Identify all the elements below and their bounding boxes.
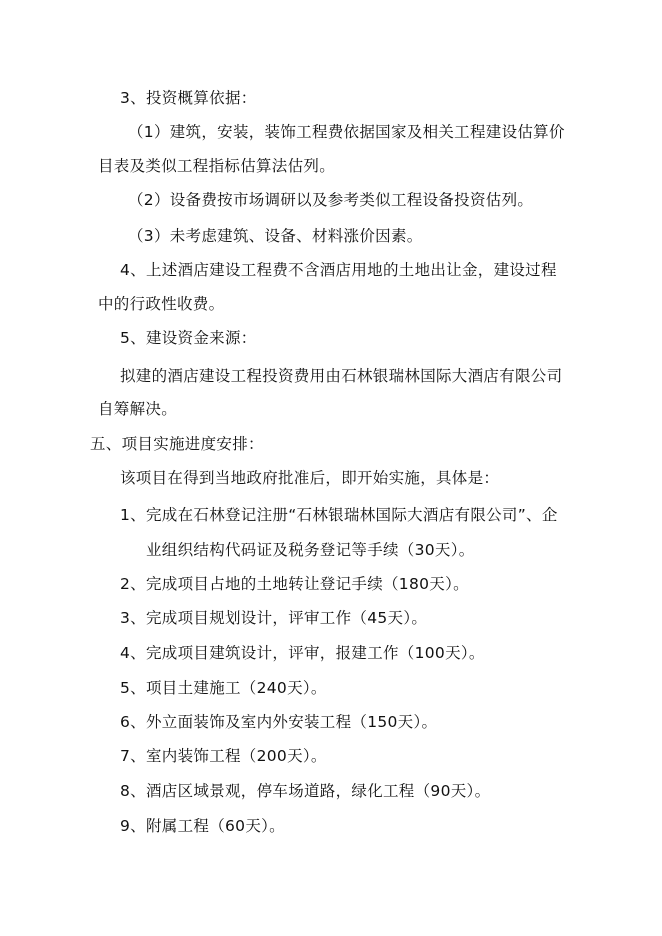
schedule-item-text: 室内装饰工程（200天）。 xyxy=(146,747,327,765)
schedule-item-text: 完成项目占地的土地转让登记手续（180天）。 xyxy=(146,575,469,593)
section-heading: 五、项目实施进度安排： xyxy=(90,435,264,453)
schedule-item-number: 4、 xyxy=(120,644,146,662)
paragraph-line: 4、上述酒店建设工程费不含酒店用地的土地出让金，建设过程 xyxy=(120,261,557,279)
schedule-item xyxy=(120,678,327,698)
paragraph-line: 5、建设资金来源： xyxy=(120,329,257,347)
paragraph-line: （3）未考虑建筑、设备、材料涨价因素。 xyxy=(128,227,423,245)
schedule-item xyxy=(120,608,427,628)
paragraph-line: 自筹解决。 xyxy=(98,400,178,418)
schedule-item-number: 3、 xyxy=(120,609,146,627)
schedule-item-text: 完成项目建筑设计，评审，报建工作（100天）。 xyxy=(146,644,485,662)
schedule-item-number: 9、 xyxy=(120,817,146,835)
paragraph-line: （2）设备费按市场调研以及参考类似工程设备投资估列。 xyxy=(128,191,534,209)
schedule-item-text: 酒店区域景观，停车场道路，绿化工程（90天）。 xyxy=(146,782,491,800)
schedule-item-number: 1、 xyxy=(120,506,146,524)
schedule-item-number: 6、 xyxy=(120,713,146,731)
paragraph-line: 3、投资概算依据： xyxy=(120,89,257,107)
schedule-item xyxy=(120,712,437,732)
schedule-item-text: 业组织结构代码证及税务登记等手续（30天）。 xyxy=(146,541,475,559)
paragraph-line: （1）建筑，安装，装饰工程费依据国家及相关工程建设估算价 xyxy=(128,123,565,141)
schedule-item-text: 完成项目规划设计，评审工作（45天）。 xyxy=(146,609,428,627)
schedule-item xyxy=(120,816,285,836)
schedule-item-number: 2、 xyxy=(120,575,146,593)
schedule-item-continuation xyxy=(146,540,475,560)
schedule-item-number: 8、 xyxy=(120,782,146,800)
schedule-item xyxy=(120,781,490,801)
schedule-item xyxy=(120,574,469,594)
paragraph-line: 拟建的酒店建设工程投资费用由石林银瑞林国际大酒店有限公司 xyxy=(120,367,563,385)
paragraph-line: 目表及类似工程指标估算法估列。 xyxy=(98,157,336,175)
schedule-item-text: 完成在石林登记注册“石林银瑞林国际大酒店有限公司”、企 xyxy=(146,506,558,524)
schedule-item-number: 7、 xyxy=(120,747,146,765)
schedule-item xyxy=(120,746,327,766)
schedule-item xyxy=(120,643,485,663)
paragraph-line: 该项目在得到当地政府批准后，即开始实施，具体是： xyxy=(120,469,500,487)
schedule-item-text: 外立面装饰及室内外安装工程（150天）。 xyxy=(146,713,438,731)
schedule-item-text: 项目土建施工（240天）。 xyxy=(146,679,327,697)
paragraph-line: 中的行政性收费。 xyxy=(98,295,225,313)
schedule-item-text: 附属工程（60天）。 xyxy=(146,817,285,835)
schedule-item-number: 5、 xyxy=(120,679,146,697)
schedule-item xyxy=(120,505,558,525)
